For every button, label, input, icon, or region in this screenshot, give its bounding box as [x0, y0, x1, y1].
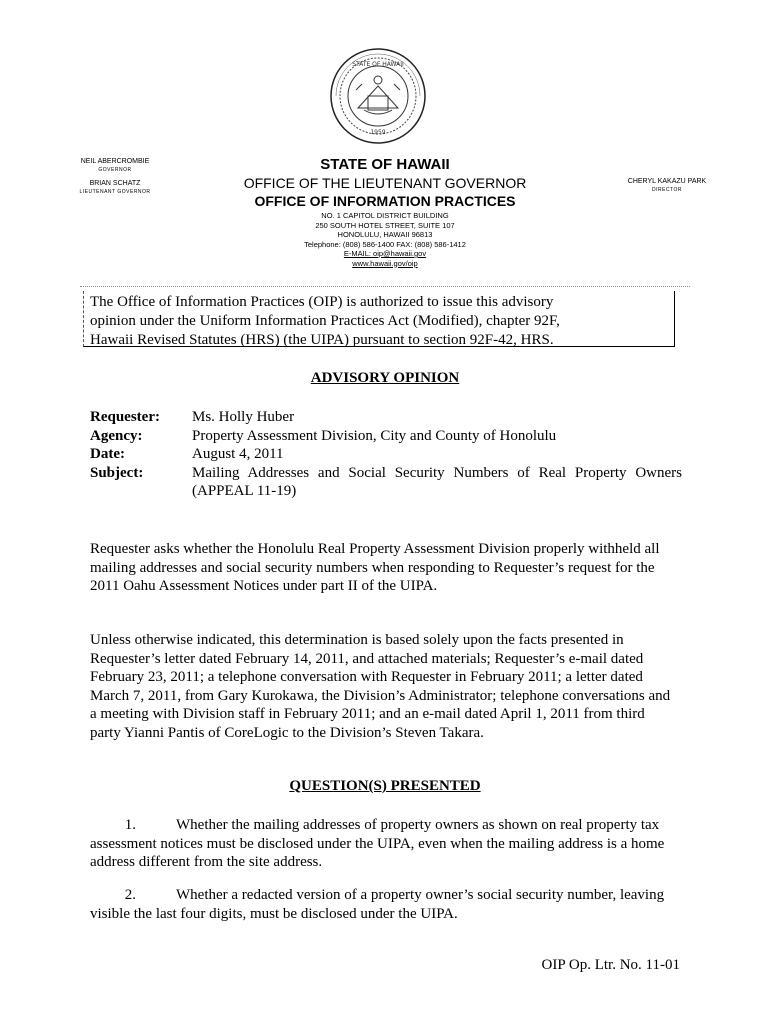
authority-line-2: opinion under the Uniform Information Practices Act (Modified), chapter 92F,	[90, 313, 560, 329]
requester-value: Ms. Holly Huber	[192, 409, 295, 425]
question-number: 1.	[124, 817, 136, 833]
divider	[80, 286, 690, 287]
question-number: 2.	[124, 887, 136, 903]
governor-role: GOVERNOR	[98, 167, 132, 173]
address-block	[200, 211, 570, 268]
right-official	[602, 178, 732, 194]
requester-label: Requester:	[90, 409, 160, 425]
question-item	[90, 816, 665, 872]
lt-governor-role: LIEUTENANT GOVERNOR	[79, 189, 151, 195]
question-text: Whether the mailing addresses of property owners as shown on real property tax assessment notices must be disclosed under the UIPA, even when the mailing address is a home address different from the site address.	[90, 817, 665, 870]
authority-line-1: The Office of Information Practices (OIP) is authorized to issue this advisory	[90, 294, 554, 310]
date-label: Date:	[90, 446, 125, 462]
agency-value: Property Assessment Division, City and County of Honolulu	[192, 427, 557, 444]
subject-value: Mailing Addresses and Social Security Numbers of Real Property Owners (APPEAL 11-19)	[192, 464, 682, 499]
question-item	[90, 886, 665, 923]
state-seal	[328, 46, 428, 146]
governor-name: NEIL ABERCROMBIE	[80, 158, 150, 165]
letterhead	[200, 156, 570, 268]
opinion-meta	[90, 408, 682, 501]
address-line-2: 250 SOUTH HOTEL STREET, SUITE 107	[315, 220, 455, 230]
seal-icon	[328, 46, 428, 146]
intro-paragraph: Requester asks whether the Honolulu Real Property Assessment Division properly withheld all mailing addresses and social security numbers when responding to Requester’s request for the 2011 Oahu Assessment Notices under part II of the UIPA.	[90, 541, 660, 594]
question-text: Whether a redacted version of a property owner’s social security number, leaving visible the last four digits, must be disclosed under the UIPA.	[90, 887, 665, 922]
date-value: August 4, 2011	[192, 446, 284, 462]
office-lt-governor: OFFICE OF THE LIEUTENANT GOVERNOR	[243, 175, 527, 191]
address-line-1: NO. 1 CAPITOL DISTRICT BUILDING	[321, 211, 449, 220]
meta-row-agency	[90, 427, 682, 446]
authority-line-3: Hawaii Revised Statutes (HRS) (the UIPA) pursuant to section 92F-42, HRS.	[90, 332, 554, 348]
agency-label: Agency:	[90, 427, 143, 444]
svg-text:1959: 1959	[370, 129, 386, 136]
meta-row-date	[90, 445, 682, 464]
email-link[interactable]: E-MAIL: oip@hawaii.gov	[343, 249, 427, 258]
address-line-3: HONOLULU, HAWAII 96813	[337, 230, 433, 239]
page-footer: OIP Op. Ltr. No. 11-01	[541, 957, 680, 973]
phone-line: Telephone: (808) 586-1400 FAX: (808) 586-1412	[304, 239, 466, 249]
office-info-practices: OFFICE OF INFORMATION PRACTICES	[254, 193, 516, 209]
website-link[interactable]: www.hawaii.gov/oip	[352, 258, 418, 268]
questions-heading: QUESTION(S) PRESENTED	[289, 778, 481, 794]
document-title: ADVISORY OPINION	[310, 370, 460, 386]
director-name: CHERYL KAKAZU PARK	[627, 178, 707, 185]
meta-row-requester	[90, 408, 682, 427]
authority-notice	[83, 291, 675, 347]
subject-label: Subject:	[90, 464, 144, 481]
director-role: DIRECTOR	[651, 187, 683, 193]
state-heading: STATE OF HAWAII	[320, 156, 450, 173]
left-officials	[50, 158, 180, 196]
lt-governor-name: BRIAN SCHATZ	[89, 180, 141, 187]
basis-paragraph: Unless otherwise indicated, this determination is based solely upon the facts presented in Requester’s letter dated February 14, 2011, and attached materials; Requester’s e-mail dated February 23, 2011; a telephone conversation with Requester in February 2011; a letter dated March 7, 2011, from Gary Kurokawa, the Division’s Administrator; telephone conversations and a meeting with Division staff in February 2011; and an e-mail dated April 1, 2011 from third party Yianni Pantis of CoreLogic to the Division’s Steven Takara.	[90, 632, 671, 741]
meta-row-subject	[90, 464, 682, 501]
svg-text:STATE OF HAWAII: STATE OF HAWAII	[352, 61, 404, 68]
